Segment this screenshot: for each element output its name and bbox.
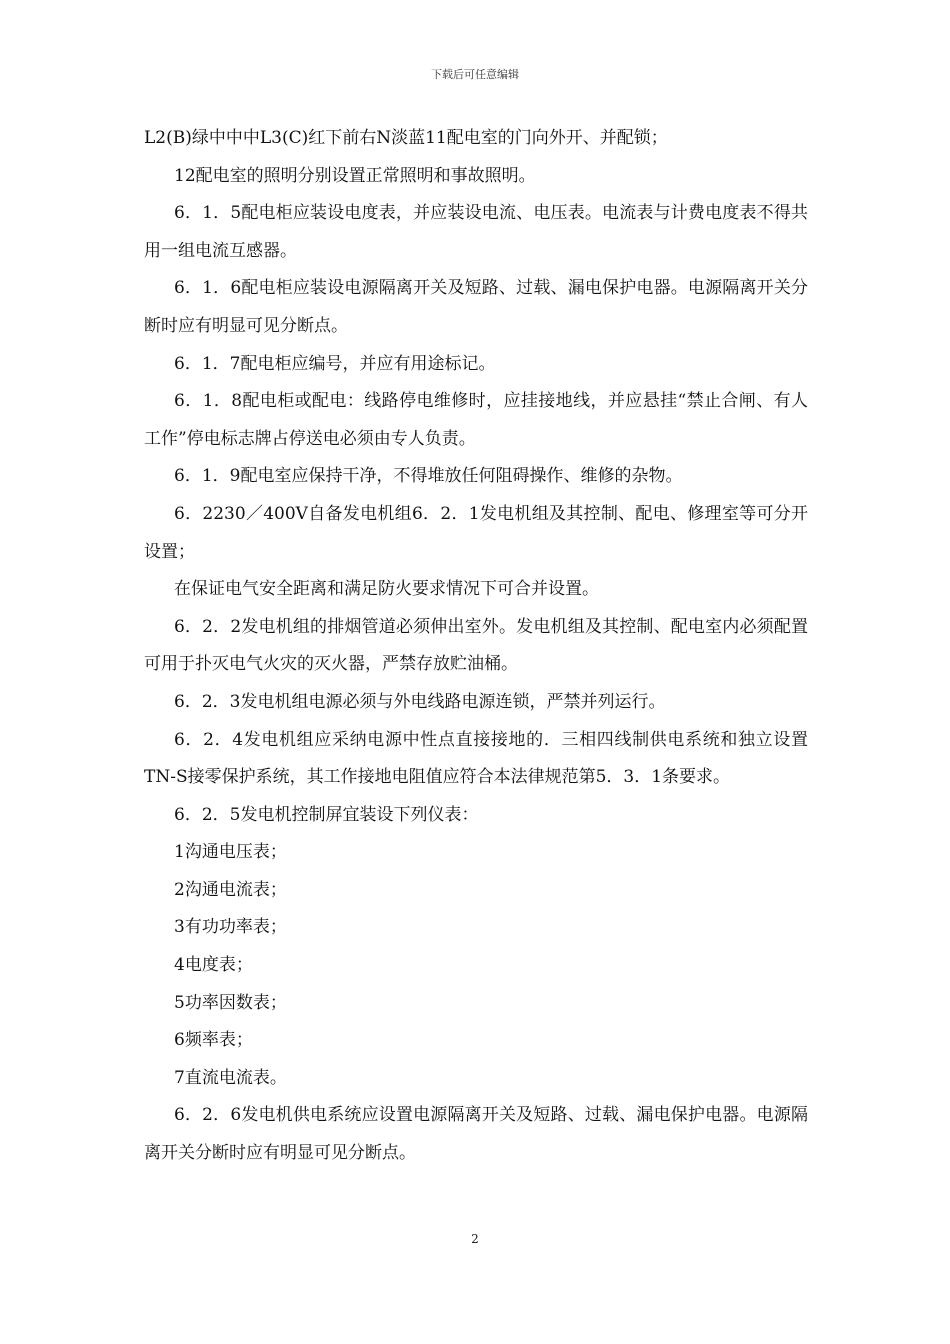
paragraph: 6．2230／400V自备发电机组6．2．1发电机组及其控制、配电、修理室等可分开设置； bbox=[144, 503, 808, 562]
page-header: 下载后可任意编辑 bbox=[431, 68, 519, 81]
paragraph: 在保证电气安全距离和满足防火要求情况下可合并设置。 bbox=[174, 579, 599, 600]
paragraph: 12配电室的照明分别设置正常照明和事故照明。 bbox=[174, 165, 536, 186]
paragraph: 6．1．9配电室应保持干净，不得堆放任何阻碍操作、维修的杂物。 bbox=[174, 466, 683, 487]
paragraph: 6．2．4发电机组应采纳电源中性点直接接地的．三相四线制供电系统和独立设置TN-S接零保护系统，其工作接地电阻值应符合本法律规范第5．3．1条要求。 bbox=[144, 729, 808, 788]
list-item: 6频率表； bbox=[174, 1030, 253, 1051]
paragraph: 6．2．3发电机组电源必须与外电线路电源连锁，严禁并列运行。 bbox=[174, 691, 666, 712]
paragraph: 6．2．5发电机控制屏宜装设下列仪表： bbox=[174, 804, 479, 825]
paragraph: L2(B)绿中中中L3(C)红下前右N淡蓝11配电室的门向外开、并配锁； bbox=[144, 128, 668, 148]
list-item: 3有功功率表； bbox=[174, 917, 287, 938]
page-number: 2 bbox=[471, 1232, 479, 1246]
paragraph: 6．1．5配电柜应装设电度表，并应装设电流、电压表。电流表与计费电度表不得共用一组电流互感器。 bbox=[144, 203, 808, 261]
list-item: 4电度表； bbox=[174, 955, 253, 976]
paragraph: 6．1．8配电柜或配电：线路停电维修时，应挂接地线，并应悬挂“禁止合闸、有人工作”停电标志牌占停送电必须由专人负责。 bbox=[144, 391, 808, 449]
list-item: 2沟通电流表； bbox=[174, 879, 287, 900]
list-item: 1沟通电压表； bbox=[174, 842, 287, 863]
paragraph: 6．1．7配电柜应编号，并应有用途标记。 bbox=[174, 353, 496, 374]
list-item: 7直流电流表。 bbox=[174, 1067, 287, 1088]
paragraph: 6．1．6配电柜应装设电源隔离开关及短路、过载、漏电保护电器。电源隔离开关分断时应有明显可见分断点。 bbox=[144, 278, 808, 336]
paragraph: 6．2．6发电机供电系统应设置电源隔离开关及短路、过载、漏电保护电器。电源隔离开关分断时应有明显可见分断点。 bbox=[144, 1105, 808, 1164]
list-item: 5功率因数表； bbox=[174, 992, 287, 1013]
document-body bbox=[144, 120, 808, 1173]
paragraph: 6．2．2发电机组的排烟管道必须伸出室外。发电机组及其控制、配电室内必须配置可用于扑灭电气火灾的灭火器，严禁存放贮油桶。 bbox=[144, 616, 808, 675]
